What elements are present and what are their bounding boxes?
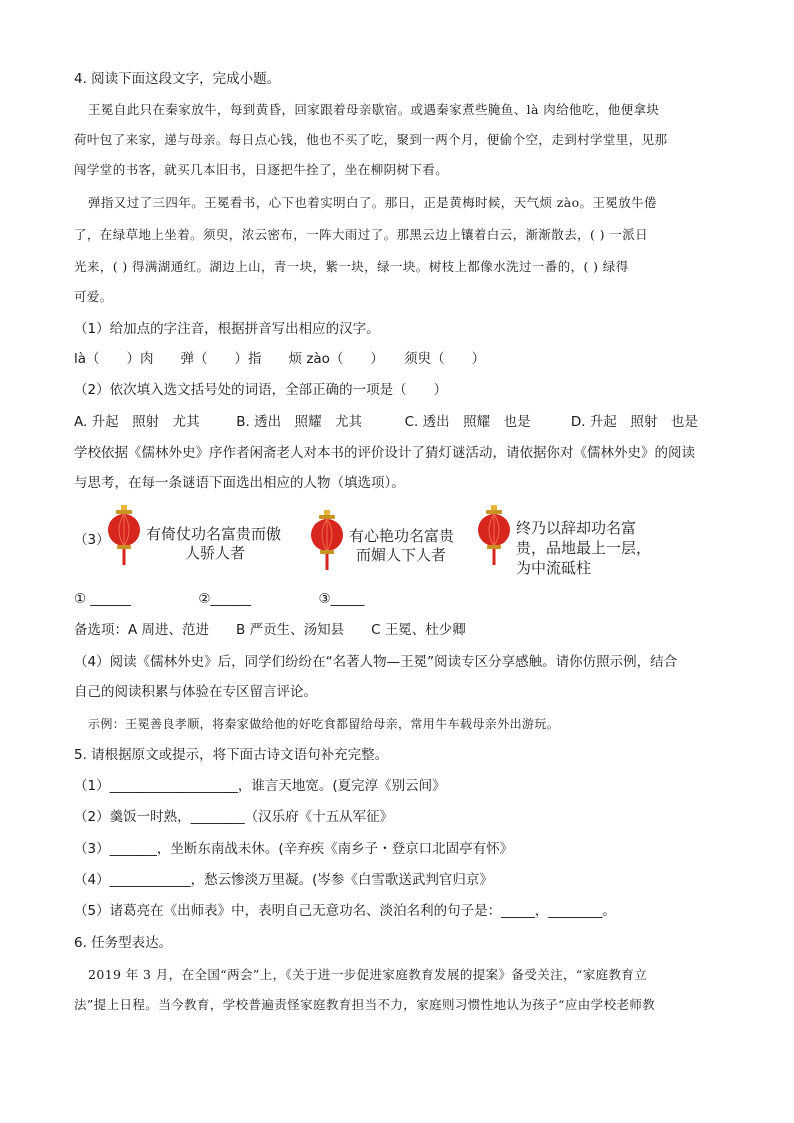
passage2-line-4: 可爱。 xyxy=(74,289,113,304)
riddle-3-line-1: 终乃以辞却功名富 xyxy=(516,519,637,537)
q5-item-4: （4）____________，愁云惨淡万里凝。(岑参《白雪歌送武判官归京》 xyxy=(74,872,493,888)
q4-title: 4. 阅读下面这段文字，完成小题。 xyxy=(74,71,281,87)
q5-item-5: （5）诸葛亮在《出师表》中，表明自己无意功名、淡泊名利的句子是：_____，________。 xyxy=(74,903,616,919)
riddle-1-line-2: 人骄人者 xyxy=(185,544,246,562)
answer-blanks: ① ______ ②______ ③_____ xyxy=(74,591,365,607)
passage2-line-2: 了，在绿草地上坐着。须臾，浓云密布，一阵大雨过了。那黑云边上镶着白云，渐渐散去，( ) 一派日 xyxy=(74,227,649,242)
option-c: C. 透出 照耀 也是 xyxy=(404,414,531,430)
riddle-2-line-2: 而媚人下人者 xyxy=(356,546,447,564)
passage1-line-2: 荷叶包了来家，递与母亲。每日点心钱，他也不买了吃，聚到一两个月，便偷个空，走到村学堂里，见那 xyxy=(74,132,668,147)
q5-item-3: （3）_______，坐断东南战未休。(辛弃疾《南乡子・登京口北固亭有怀》 xyxy=(74,841,514,857)
lantern-icon xyxy=(106,505,142,571)
sub2-prompt: （2）依次填入选文括号处的词语，全部正确的一项是（ ） xyxy=(74,382,448,398)
sub4-prompt-line-2: 自己的阅读积累与体验在专区留言评论。 xyxy=(74,684,317,700)
q5-title: 5. 请根据原文或提示，将下面古诗文语句补充完整。 xyxy=(74,747,389,763)
sub3-intro-line-2: 与思考，在每一条谜语下面选出相应的人物（填选项）。 xyxy=(74,475,405,491)
option-b: B. 透出 照耀 尤其 xyxy=(236,414,363,430)
riddle-2-line-1: 有心艳功名富贵 xyxy=(349,527,455,545)
passage1-line-3: 闯学堂的书客，就买几本旧书，日逐把牛拴了，坐在柳阴树下看。 xyxy=(74,162,449,177)
riddle-1-line-1: 有倚仗功名富贵而傲 xyxy=(146,525,282,543)
q6-passage-line-1: 2019 年 3 月，在全国“两会”上，《关于进一步促进家庭教育发展的提案》备受关注，“家庭教育立 xyxy=(88,967,648,982)
passage2-line-1: 弹指又过了三四年。王冕看书，心下也着实明白了。那日，正是黄梅时候，天气烦 zào。王冕放牛倦 xyxy=(88,195,657,210)
sub1-items: là（ ）肉 弹（ ）指 烦 zào（ ） 须臾（ ） xyxy=(74,351,486,367)
q5-item-2: （2）羹饭一时熟，________（汉乐府《十五从军征》 xyxy=(74,809,394,825)
sub2-options xyxy=(74,413,698,431)
sub3-label: （3） xyxy=(74,532,110,548)
sub1-prompt: （1）给加点的字注音，根据拼音写出相应的汉字。 xyxy=(74,321,380,337)
sub3-intro-line-1: 学校依据《儒林外史》序作者闲斋老人对本书的评价设计了猜灯谜活动，请依据你对《儒林外史》的阅读 xyxy=(74,445,695,461)
riddle-3-line-3: 为中流砥柱 xyxy=(516,559,592,577)
q6-title: 6. 任务型表达。 xyxy=(74,935,173,951)
example-text: 示例：王冕善良孝顺，将秦家做给他的好吃食都留给母亲，常用牛车载母亲外出游玩。 xyxy=(88,717,560,731)
sub4-prompt-line-1: （4）阅读《儒林外史》后，同学们纷纷在“名著人物—王冕”阅读专区分享感触。请你仿照示例，结合 xyxy=(74,654,678,670)
passage1-line-1: 王冕自此只在秦家放牛，每到黄昏，回家跟着母亲歇宿。或遇秦家煮些腌鱼、là 肉给他吃，他便拿块 xyxy=(88,102,660,117)
lantern-icon xyxy=(309,510,345,576)
choices: 备选项：A 周进、范进 B 严贡生、汤知县 C 王冕、杜少卿 xyxy=(74,622,466,638)
passage2-line-3: 光来，( ) 得满湖通红。湖边上山，青一块，紫一块，绿一块。树枝上都像水洗过一番的，( ) 绿得 xyxy=(74,259,629,274)
option-d: D. 升起 照射 也是 xyxy=(570,414,698,430)
riddle-3-line-2: 贵，品地最上一层， xyxy=(516,539,652,557)
q6-passage-line-2: 法”提上日程。当今教育，学校普遍责怪家庭教育担当不力，家庭则习惯性地认为孩子“应由学校老师教 xyxy=(74,997,656,1012)
q5-item-1: （1）___________________，谁言天地宽。(夏完淳《别云间》 xyxy=(74,778,446,794)
option-a: A. 升起 照射 尤其 xyxy=(74,414,200,430)
lantern-icon xyxy=(476,505,512,571)
